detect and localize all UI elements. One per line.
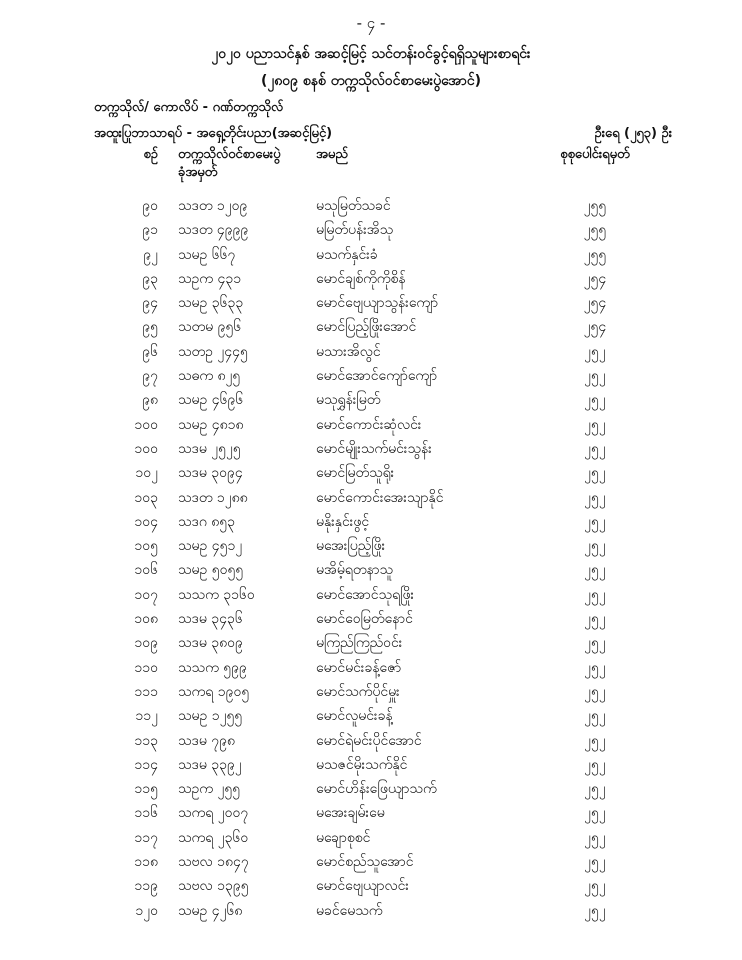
row-roll-number: သကရ ၂၀၀၇	[178, 805, 249, 822]
cutoff-line: ဦးရေ (၂၅၃) ဦး	[594, 126, 672, 141]
row-roll-number: သဥက ၂၅၅	[178, 781, 241, 798]
row-number: ၁၁၅	[134, 781, 158, 798]
row-number: ၁၁၃	[134, 732, 158, 749]
row-total-marks: ၂၅၄	[583, 319, 607, 336]
row-total-marks: ၂၅၅	[583, 222, 607, 239]
row-number: ၉၃	[142, 270, 158, 287]
row-student-name: မောင်အောင်ကျော်ကျော်	[316, 368, 438, 385]
row-roll-number: သတမ ၉၅၆	[178, 319, 242, 336]
row-student-name: မအိမ့်ရတနာသူ	[316, 562, 394, 579]
table-row	[0, 751, 742, 775]
table-row	[0, 848, 742, 872]
row-student-name: မသုမြတ်သခင်	[316, 198, 391, 214]
row-number: ၉၆	[142, 343, 158, 360]
row-roll-number: သဒတ ၄၉၉၉	[178, 222, 249, 239]
row-number: ၉၅	[142, 319, 158, 336]
row-student-name: မောင်မျိုးသက်မင်းသွန်း	[316, 440, 432, 457]
row-student-name: မခင်မေသက်	[316, 902, 383, 919]
table-row	[0, 629, 742, 653]
row-roll-number: သဒမ ၃၃၉၂	[178, 756, 242, 773]
row-number: ၁၁၆	[134, 805, 158, 822]
row-student-name: မသဇင်မိုးသက်နိုင်	[316, 756, 408, 773]
row-total-marks: ၂၅၂	[584, 878, 606, 895]
row-student-name: မောင်သက်ပိုင်မှူး	[316, 683, 400, 700]
row-total-marks: ၂၅၂	[584, 732, 606, 749]
table-row	[0, 216, 742, 240]
table-row	[0, 702, 742, 726]
table-row	[0, 362, 742, 386]
row-number: ၁၀၉	[134, 635, 158, 652]
document-subtitle: (၂၈၀၉ စနစ် တက္ကသိုလ်ဝင်စာမေးပွဲအောင်)	[261, 73, 481, 89]
row-total-marks: ၂၅၄	[583, 295, 607, 312]
row-roll-number: သဒမ ၃၈၀၉	[178, 635, 243, 652]
row-number: ၁၀၆	[134, 562, 158, 579]
row-total-marks: ၂၅၂	[584, 392, 606, 409]
row-student-name: မအေးချမ်းမေ	[316, 805, 385, 822]
row-total-marks: ၂၅၂	[584, 465, 606, 482]
university-line: တက္ကသိုလ်/ ကောလိပ် - ဂဏ်တက္ကသိုလ်	[94, 100, 284, 115]
row-roll-number: သဒမ ၂၅၂၅	[178, 440, 241, 457]
row-total-marks: ၂၅၂	[584, 635, 606, 652]
row-roll-number: သမဥ ၄၆၉၆	[178, 392, 244, 409]
row-total-marks: ၂၅၂	[584, 805, 606, 822]
row-student-name: မောင်မင်းခန့်ဇော်	[316, 659, 402, 676]
column-header-roll-line-2: ခုံအမှတ်	[178, 165, 218, 180]
row-total-marks: ၂၅၅	[583, 246, 607, 263]
page-number: - ၄ -	[356, 14, 386, 32]
row-number: ၁၀၀	[134, 416, 158, 433]
row-total-marks: ၂၅၂	[584, 440, 606, 457]
row-roll-number: သမဥ ၅၀၅၅	[178, 562, 244, 579]
table-row	[0, 775, 742, 799]
row-roll-number: သဥက ၄၃၁	[178, 270, 242, 287]
row-number: ၉၀	[142, 198, 158, 214]
row-student-name: မကြည်ကြည်ဝင်း	[316, 635, 403, 652]
table-row	[0, 313, 742, 337]
table-row	[0, 824, 742, 848]
row-roll-number: သဗလ ၁၃၉၅	[178, 878, 249, 895]
column-header-roll: တက္ကသိုလ်ဝင်စာမေးပွဲ	[178, 147, 281, 162]
row-roll-number: သမဥ ၃၆၃၃	[178, 295, 244, 312]
row-total-marks: ၂၅၂	[584, 902, 606, 919]
row-student-name: မောင်ရဲမင်းပိုင်အောင်	[316, 732, 422, 749]
row-student-name: မသက်နှင်းခံ	[316, 246, 378, 263]
table-row	[0, 581, 742, 605]
row-roll-number: သဒမ ၃၀၉၄	[178, 465, 243, 482]
column-header-no: စဉ်	[143, 147, 158, 162]
row-total-marks: ၂၅၂	[584, 416, 606, 433]
row-number: ၁၁၀	[134, 659, 158, 676]
column-header-marks: စုစုပေါင်းရမှတ်	[560, 147, 630, 162]
row-roll-number: သသက ၅၉၉	[178, 659, 247, 676]
table-row	[0, 799, 742, 823]
row-student-name: မမြတ်ပန်းအိသု	[316, 222, 394, 239]
row-number: ၁၀၅	[134, 538, 158, 555]
row-student-name: မောင်ကောင်းအေးသျာနိုင်	[316, 489, 444, 506]
row-student-name: မနိုးနှင်းဖွင့်	[316, 513, 370, 530]
row-number: ၁၁၂	[135, 708, 158, 725]
row-student-name: မောင်ပြည့်ဖြိုးအောင်	[316, 319, 417, 336]
table-row	[0, 654, 742, 678]
table-row	[0, 508, 742, 532]
table-row	[0, 459, 742, 483]
row-total-marks: ၂၅၂	[584, 781, 606, 798]
row-student-name: မောင်ဗျေယျာသွန်းကျော်	[316, 295, 439, 312]
row-total-marks: ၂၅၅	[583, 198, 607, 214]
row-roll-number: သမဥ ၄၂၆၈	[178, 902, 243, 919]
row-total-marks: ၂၅၂	[584, 368, 606, 385]
row-number: ၉၄	[142, 295, 158, 312]
major-line: အထူးပြုဘာသာရပ် - အရှေ့တိုင်းပညာ(အဆင့်မြင့်)	[94, 126, 333, 141]
row-roll-number: သတဥ ၂၄၄၅	[178, 343, 248, 360]
row-total-marks: ၂၅၂	[584, 829, 606, 846]
row-total-marks: ၂၅၂	[584, 854, 606, 871]
student-list	[0, 192, 742, 921]
row-number: ၁၀၄	[134, 513, 158, 530]
row-total-marks: ၂၅၂	[584, 343, 606, 360]
row-number: ၁၀၈	[134, 611, 158, 628]
row-roll-number: သဒဂ ၈၅၃	[178, 513, 236, 530]
row-total-marks: ၂၅၂	[584, 708, 606, 725]
table-row	[0, 386, 742, 410]
row-roll-number: သမဥ ၁၂၅၅	[178, 708, 243, 725]
row-number: ၁၂၀	[135, 902, 158, 919]
row-roll-number: သဒမ ၇၉၈	[178, 732, 236, 749]
row-roll-number: သကရ ၁၉၀၅	[178, 683, 250, 700]
row-student-name: မအေးပြည့်ဖြိုး	[316, 538, 386, 555]
row-number: ၁၀၀	[134, 440, 158, 457]
row-number: ၉၈	[142, 392, 158, 409]
table-row	[0, 556, 742, 580]
row-roll-number: သဗလ ၁၈၄၇	[178, 854, 249, 871]
row-student-name: မသားအိလွင်	[316, 343, 381, 360]
row-student-name: မောင်မြတ်သူရိုး	[316, 465, 395, 482]
table-row	[0, 532, 742, 556]
row-student-name: မောင်ချစ်ကိုကိုစိန်	[316, 270, 406, 287]
row-student-name: မောင်ဝေမြတ်နောင်	[316, 611, 413, 628]
row-number: ၁၁၇	[134, 829, 158, 846]
row-total-marks: ၂၅၂	[584, 513, 606, 530]
row-student-name: မသုရွှန်းမြတ်	[316, 392, 381, 409]
row-student-name: မောင်ဗျေယျာလင်း	[316, 878, 409, 895]
row-roll-number: သမဥ ၆၆၇	[178, 246, 236, 263]
table-row	[0, 338, 742, 362]
row-student-name: မောင်ဟိန်းဖြေယျာသက်	[316, 781, 437, 798]
row-total-marks: ၂၅၂	[584, 659, 606, 676]
row-roll-number: သဒတ ၁၂၈၈	[178, 489, 248, 506]
row-roll-number: သဓက ၈၂၅	[178, 368, 241, 385]
row-total-marks: ၂၅၂	[584, 562, 606, 579]
row-total-marks: ၂၅၂	[584, 756, 606, 773]
row-number: ၁၁၉	[134, 878, 158, 895]
row-roll-number: သမဥ ၄၅၁၂	[178, 538, 243, 555]
table-row	[0, 872, 742, 896]
row-number: ၉၁	[142, 222, 158, 239]
row-number: ၁၀၇	[134, 586, 158, 603]
row-roll-number: သမဥ ၄၈၁၈	[178, 416, 244, 433]
table-row	[0, 484, 742, 508]
row-number: ၉၇	[142, 368, 158, 385]
row-student-name: မောင်စည်သူအောင်	[316, 854, 414, 871]
row-total-marks: ၂၅၂	[584, 611, 606, 628]
row-roll-number: သဒမ ၃၄၃၆	[178, 611, 243, 628]
table-row	[0, 678, 742, 702]
table-row	[0, 727, 742, 751]
table-row	[0, 241, 742, 265]
row-roll-number: သကရ ၂၃၆၀	[178, 829, 249, 846]
row-number: ၁၁၄	[134, 756, 158, 773]
table-row	[0, 411, 742, 435]
row-student-name: မောင်လူမင်းခန့်	[316, 708, 393, 725]
row-roll-number: သသက ၃၁၆၀	[178, 586, 255, 603]
row-number: ၁၀၂	[135, 465, 158, 482]
table-row	[0, 265, 742, 289]
row-student-name: မချောစုစင်	[316, 829, 371, 846]
row-number: ၁၁၁	[134, 683, 158, 700]
table-row	[0, 897, 742, 921]
table-row	[0, 605, 742, 629]
row-number: ၁၀၃	[134, 489, 158, 506]
row-total-marks: ၂၅၂	[584, 586, 606, 603]
row-total-marks: ၂၅၂	[584, 683, 606, 700]
row-total-marks: ၂၅၂	[584, 489, 606, 506]
row-student-name: မောင်ကောင်းဆုံလင်း	[316, 416, 422, 433]
row-number: ၉၂	[143, 246, 158, 263]
table-row	[0, 289, 742, 313]
row-total-marks: ၂၅၂	[584, 538, 606, 555]
table-row	[0, 192, 742, 216]
row-student-name: မောင်အောင်သုရဖြိုး	[316, 586, 415, 603]
row-roll-number: သဒတ ၁၂၀၉	[178, 198, 248, 214]
column-header-name: အမည်	[316, 147, 348, 162]
document-title: ၂၀၂၀ ပညာသင်နှစ် အဆင့်မြင့် သင်တန်းဝင်ခွင့်ရရှိသူများစာရင်း	[211, 46, 531, 62]
row-number: ၁၁၈	[134, 854, 158, 871]
row-total-marks: ၂၅၄	[583, 270, 607, 287]
table-row	[0, 435, 742, 459]
